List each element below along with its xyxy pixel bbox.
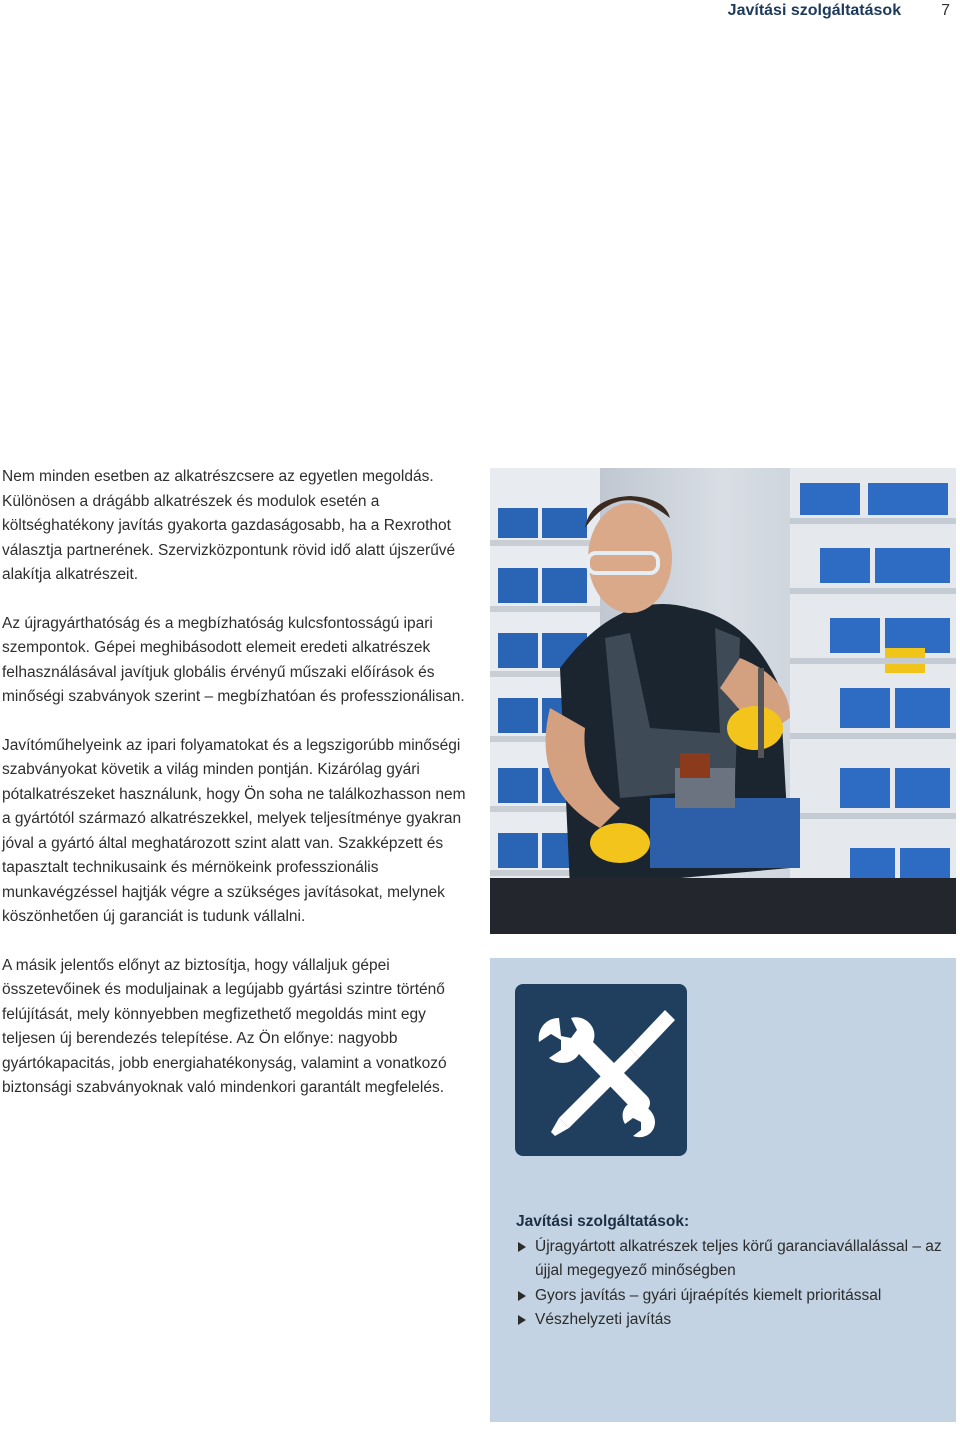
section-title: Javítási szolgáltatások bbox=[727, 2, 902, 19]
triangle-bullet-icon bbox=[518, 1242, 526, 1252]
triangle-bullet-icon bbox=[518, 1315, 526, 1325]
technician-illustration bbox=[490, 468, 956, 934]
list-item-text: Újragyártott alkatrészek teljes körű garanciavállalással – az újjal megegyező minőségben bbox=[535, 1237, 942, 1279]
list-item bbox=[516, 1308, 946, 1333]
triangle-bullet-icon bbox=[518, 1291, 526, 1301]
paragraph-3: Javítóműhelyeink az ipari folyamatokat és a legszigorúbb minőségi szabványokat követik a világ minden pontján. Kizárólag gyári pótalkatrészeket használunk, hogy Ön soha ne találkozhasson nem a gyártótól származó alkatrészekkel, melyek teljesítménye gyakran jóval a gyártó által meghatározott szint alatt van. Szakképzett és tapasztalt technikusaink és mérnökeink professzionális munkavégzéssel hajtják végre a szükséges javításokat, melynek köszönhetően új garanciát is tudunk vállalni. bbox=[2, 736, 466, 925]
services-list bbox=[516, 1235, 946, 1333]
info-box bbox=[490, 958, 956, 1422]
paragraph-4: A másik jelentős előnyt az biztosítja, hogy vállaljuk gépei összetevőinek és moduljainak a legújabb gyártási szintre történő felújítását, mely könnyebben megfizethető megoldás mint egy teljesen új berendezés telepítése. Az Ön előnye: nagyobb gyártókapacitás, jobb energiahatékonyság, valamint a vonatkozó biztonsági szabványoknak való mindenkori garantált megfelelés. bbox=[2, 956, 447, 1096]
wrench-screwdriver-icon bbox=[515, 984, 687, 1156]
page-number: 7 bbox=[941, 2, 950, 19]
tools-glyph bbox=[515, 984, 687, 1156]
list-item-text: Gyors javítás – gyári újraépítés kiemelt prioritással bbox=[535, 1286, 882, 1304]
info-content bbox=[516, 1210, 946, 1333]
list-item bbox=[516, 1235, 946, 1284]
info-title: Javítási szolgáltatások: bbox=[516, 1213, 690, 1230]
paragraph-1: Nem minden esetben az alkatrészcsere az egyetlen megoldás. Különösen a drágább alkatrészek és modulok esetén a költséghatékony javítás gyakorta gazdaságosabb, ha a Rexrothot választja partnerének. Szervizközpontunk rövid idő alatt újszerűvé alakítja alkatrészeit. bbox=[2, 468, 456, 583]
list-item bbox=[516, 1284, 946, 1309]
body-text-column bbox=[2, 465, 472, 1125]
page-header bbox=[728, 0, 950, 22]
paragraph-2: Az újragyárthatóság és a megbízhatóság kulcsfontosságú ipari szempontok. Gépei meghibásodott elemeit eredeti alkatrészek felhasználásával javítjuk globális érvényű műszaki előírások és minőségi szabványok szerint – megbízhatóan és professzionálisan. bbox=[2, 614, 465, 705]
list-item-text: Vészhelyzeti javítás bbox=[535, 1311, 672, 1328]
technician-photo bbox=[490, 468, 956, 934]
